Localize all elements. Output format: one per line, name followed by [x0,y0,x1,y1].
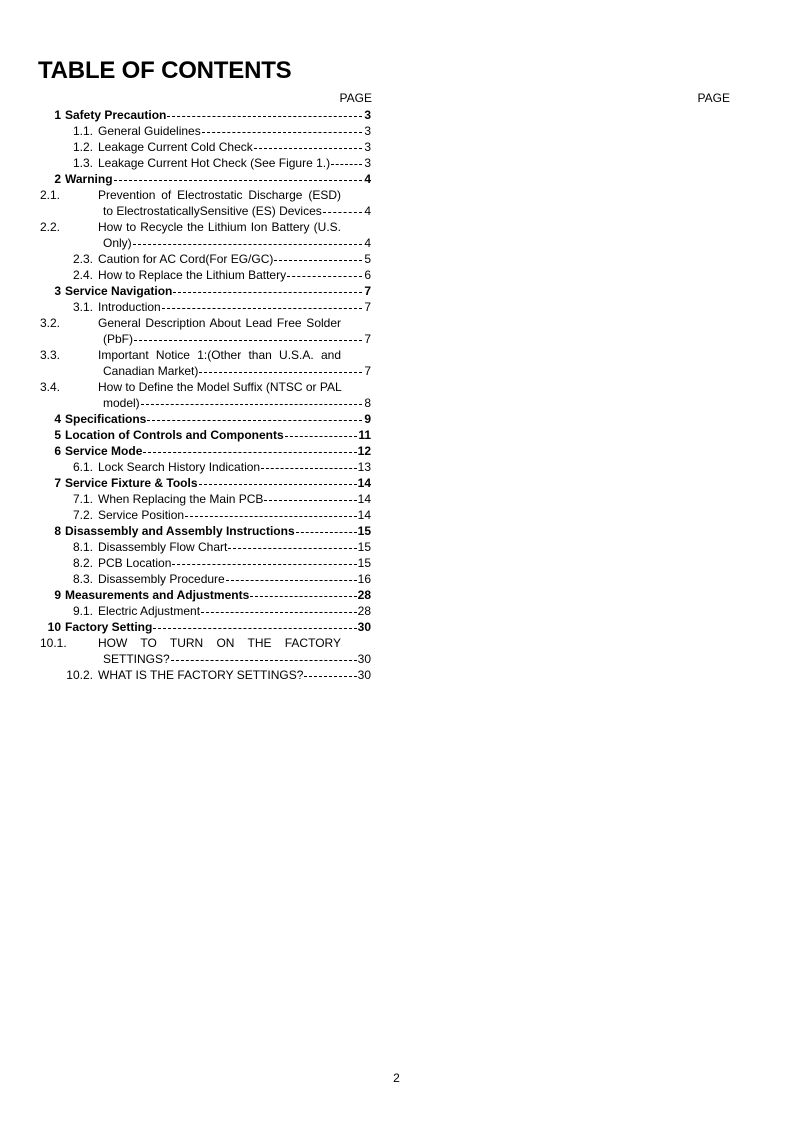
toc-subsection-entry[interactable] [40,603,371,619]
toc-entry-line [40,139,371,155]
toc-section-entry[interactable] [40,619,371,635]
toc-page-number: 3 [364,124,371,138]
toc-entry-number: 2.3. [72,252,93,266]
toc-entry-title: Service Fixture & Tools [65,476,198,490]
toc-leader-dashes [167,116,362,117]
toc-entry-line [40,539,371,555]
toc-entry-line [40,347,371,363]
toc-page-number: 7 [364,284,371,298]
toc-subsection-entry[interactable] [40,219,371,251]
toc-section-entry[interactable] [40,411,371,427]
toc-entry-number: 7.1. [72,492,93,506]
toc-entry-line [40,331,371,347]
toc-entry-title: Service Mode [65,444,143,458]
toc-leader-dashes [304,676,356,677]
toc-subsection-entry[interactable] [40,187,371,219]
toc-entry-title: Warning [65,172,113,186]
toc-leader-dashes [133,244,362,245]
toc-entry-line [40,123,371,139]
toc-entry-title: How to Replace the Lithium Battery [98,268,287,282]
toc-page-number: 30 [357,652,371,666]
toc-entry-line [40,635,371,651]
toc-subsection-entry[interactable] [40,459,371,475]
toc-leader-dashes [202,132,362,133]
toc-entry-title: Disassembly Procedure [98,572,225,586]
toc-subsection-entry[interactable] [40,491,371,507]
toc-entry-number: 8.2. [72,556,93,570]
toc-entry-title: Disassembly Flow Chart [98,540,228,554]
toc-entry-number: 5 [54,428,61,442]
toc-page-number: 11 [358,428,371,442]
toc-entry-title: Canadian Market) [103,364,199,378]
toc-page-number: 14 [357,476,371,490]
toc-leader-dashes [143,452,356,453]
toc-leader-dashes [228,548,356,549]
toc-entry-line [40,427,371,443]
toc-entry-title: Caution for AC Cord(For EG/GC) [98,252,274,266]
toc-leader-dashes [250,596,356,597]
toc-section-entry[interactable] [40,523,371,539]
toc-leader-dashes [201,612,357,613]
toc-page-number: 7 [364,364,371,378]
toc-entry-number: 10.2. [66,668,93,682]
toc-entry-line [40,491,371,507]
toc-entry-title: Lock Search History Indication [98,460,261,474]
toc-entry-number: 3.1. [72,300,93,314]
toc-page-number: 4 [364,172,371,186]
toc-page-number: 3 [364,140,371,154]
page-title: TABLE OF CONTENTS [38,57,292,84]
toc-entry-title: Prevention of Electrostatic Discharge (ESD) [98,188,341,202]
table-of-contents [40,107,371,683]
page-number: 2 [393,1071,400,1085]
toc-entry-line [40,411,371,427]
toc-page-number: 15 [357,524,371,538]
toc-entry-number: 2.2. [40,220,61,234]
toc-entry-title: Factory Setting [65,620,153,634]
toc-subsection-entry[interactable] [40,267,371,283]
toc-entry-title: General Guidelines [98,124,201,138]
toc-entry-line [40,171,371,187]
toc-page-number: 15 [357,556,371,570]
toc-entry-title: How to Define the Model Suffix (NTSC or PAL [98,380,342,394]
toc-entry-line [40,395,371,411]
toc-entry-number: 1.2. [72,140,93,154]
toc-entry-number: 6.1. [72,460,93,474]
toc-entry-title: How to Recycle the Lithium Ion Battery (U.S. [98,220,341,234]
toc-entry-title: (PbF) [103,332,133,346]
toc-entry-line [40,587,371,603]
toc-section-entry[interactable] [40,587,371,603]
toc-entry-title: to ElectrostaticallySensitive (ES) Devices [103,204,322,218]
toc-entry-number: 3 [54,284,61,298]
toc-leader-dashes [171,660,357,661]
toc-entry-line [40,523,371,539]
toc-leader-dashes [199,484,357,485]
toc-entry-number: 1.3. [72,156,93,170]
toc-section-entry[interactable] [40,475,371,491]
toc-page-number: 14 [357,492,371,506]
toc-entry-line [40,603,371,619]
toc-entry-title: PCB Location [98,556,172,570]
toc-subsection-entry[interactable] [40,507,371,523]
toc-entry-line [40,443,371,459]
toc-entry-line [40,235,371,251]
toc-entry-number: 7.2. [72,508,93,522]
toc-leader-dashes [287,276,362,277]
toc-entry-line [40,155,371,171]
toc-section-entry[interactable] [40,171,371,187]
toc-entry-title: General Description About Lead Free Solder [98,316,341,330]
toc-entry-title: Service Position [98,508,185,522]
toc-entry-line [40,667,371,683]
toc-leader-dashes [172,564,356,565]
toc-leader-dashes [331,164,362,165]
toc-leader-dashes [173,292,362,293]
toc-entry-title: Service Navigation [65,284,173,298]
toc-page-number: 5 [364,252,371,266]
toc-page-number: 7 [364,332,371,346]
toc-page-number: 16 [357,572,371,586]
toc-page-number: 3 [364,108,371,122]
toc-entry-title: When Replacing the Main PCB [98,492,264,506]
toc-leader-dashes [264,500,356,501]
toc-entry-number: 8.1. [72,540,93,554]
toc-entry-title: Electric Adjustment [98,604,201,618]
toc-entry-line [40,571,371,587]
toc-subsection-entry[interactable] [40,251,371,267]
toc-entry-line [40,107,371,123]
toc-subsection-entry[interactable] [40,347,371,379]
toc-page-number: 12 [357,444,371,458]
toc-entry-line [40,299,371,315]
toc-entry-number: 6 [54,444,61,458]
toc-leader-dashes [134,340,362,341]
toc-leader-dashes [226,580,357,581]
toc-entry-line [40,507,371,523]
page-column-header-right: PAGE [697,91,730,105]
toc-entry-line [40,555,371,571]
toc-entry-title: Measurements and Adjustments [65,588,250,602]
toc-page-number: 28 [357,588,371,602]
toc-page-number: 4 [364,204,371,218]
toc-entry-number: 2 [54,172,61,186]
toc-page-number: 15 [357,540,371,554]
toc-subsection-entry[interactable] [40,379,371,411]
toc-section-entry[interactable] [40,107,371,123]
toc-entry-line [40,267,371,283]
toc-leader-dashes [162,308,362,309]
toc-subsection-entry[interactable] [40,539,371,555]
page-column-header-left: PAGE [339,91,372,105]
toc-leader-dashes [199,372,362,373]
toc-page-number: 9 [364,412,371,426]
toc-entry-number: 3.3. [40,348,61,362]
toc-section-entry[interactable] [40,443,371,459]
toc-entry-line [40,315,371,331]
toc-entry-title: HOW TO TURN ON THE FACTORY [98,636,341,650]
toc-entry-number: 8.3. [72,572,93,586]
toc-entry-line [40,203,371,219]
toc-entry-title: Important Notice 1:(Other than U.S.A. and [98,348,341,362]
toc-page-number: 28 [357,604,371,618]
toc-leader-dashes [285,436,358,437]
toc-page-number: 7 [364,300,371,314]
toc-entry-title: Location of Controls and Components [65,428,284,442]
toc-entry-number: 3.2. [40,316,61,330]
toc-entry-title: Leakage Current Hot Check (See Figure 1.) [98,156,331,170]
toc-subsection-entry[interactable] [40,315,371,347]
toc-entry-number: 7 [54,476,61,490]
toc-entry-line [40,475,371,491]
toc-page-number: 13 [357,460,371,474]
toc-leader-dashes [323,212,362,213]
toc-subsection-entry[interactable] [40,155,371,171]
toc-entry-line [40,251,371,267]
toc-entry-number: 10.1. [40,636,67,650]
toc-entry-title: Disassembly and Assembly Instructions [65,524,295,538]
toc-entry-line [40,619,371,635]
toc-leader-dashes [185,516,357,517]
toc-entry-number: 9.1. [72,604,93,618]
toc-entry-number: 1.1. [72,124,93,138]
toc-entry-number: 8 [54,524,61,538]
toc-entry-number: 1 [54,108,61,122]
toc-entry-line [40,187,371,203]
toc-entry-line [40,379,371,395]
toc-entry-title: model) [103,396,140,410]
toc-leader-dashes [296,532,357,533]
toc-leader-dashes [114,180,362,181]
toc-subsection-entry[interactable] [40,555,371,571]
toc-subsection-entry[interactable] [40,123,371,139]
toc-page-number: 30 [357,668,371,682]
toc-entry-number: 2.4. [72,268,93,282]
toc-entry-title: Only) [103,236,132,250]
toc-entry-number: 3.4. [40,380,61,394]
toc-section-entry[interactable] [40,427,371,443]
toc-entry-title: Specifications [65,412,147,426]
toc-page-number: 4 [364,236,371,250]
toc-entry-line [40,363,371,379]
toc-entry-title: Leakage Current Cold Check [98,140,253,154]
toc-leader-dashes [141,404,362,405]
toc-subsection-entry[interactable] [40,571,371,587]
toc-entry-number: 9 [54,588,61,602]
toc-page-number: 14 [357,508,371,522]
toc-leader-dashes [147,420,362,421]
toc-section-entry[interactable] [40,283,371,299]
toc-entry-line [40,283,371,299]
toc-page-number: 8 [364,396,371,410]
toc-leader-dashes [153,628,356,629]
toc-page-number: 6 [364,268,371,282]
toc-entry-title: Introduction [98,300,161,314]
toc-subsection-entry[interactable] [40,635,371,667]
toc-leader-dashes [261,468,357,469]
toc-leader-dashes [254,148,362,149]
toc-subsection-entry[interactable] [40,139,371,155]
toc-entry-number: 2.1. [40,188,61,202]
toc-entry-line [40,459,371,475]
toc-entry-number: 10 [47,620,61,634]
toc-entry-title: WHAT IS THE FACTORY SETTINGS? [98,668,304,682]
toc-entry-line [40,651,371,667]
toc-subsection-entry[interactable] [40,667,371,683]
toc-page-number: 30 [357,620,371,634]
toc-entry-number: 4 [54,412,61,426]
toc-entry-line [40,219,371,235]
toc-subsection-entry[interactable] [40,299,371,315]
toc-entry-title: SETTINGS? [103,652,170,666]
toc-leader-dashes [274,260,362,261]
toc-page-number: 3 [364,156,371,170]
toc-entry-title: Safety Precaution [65,108,167,122]
